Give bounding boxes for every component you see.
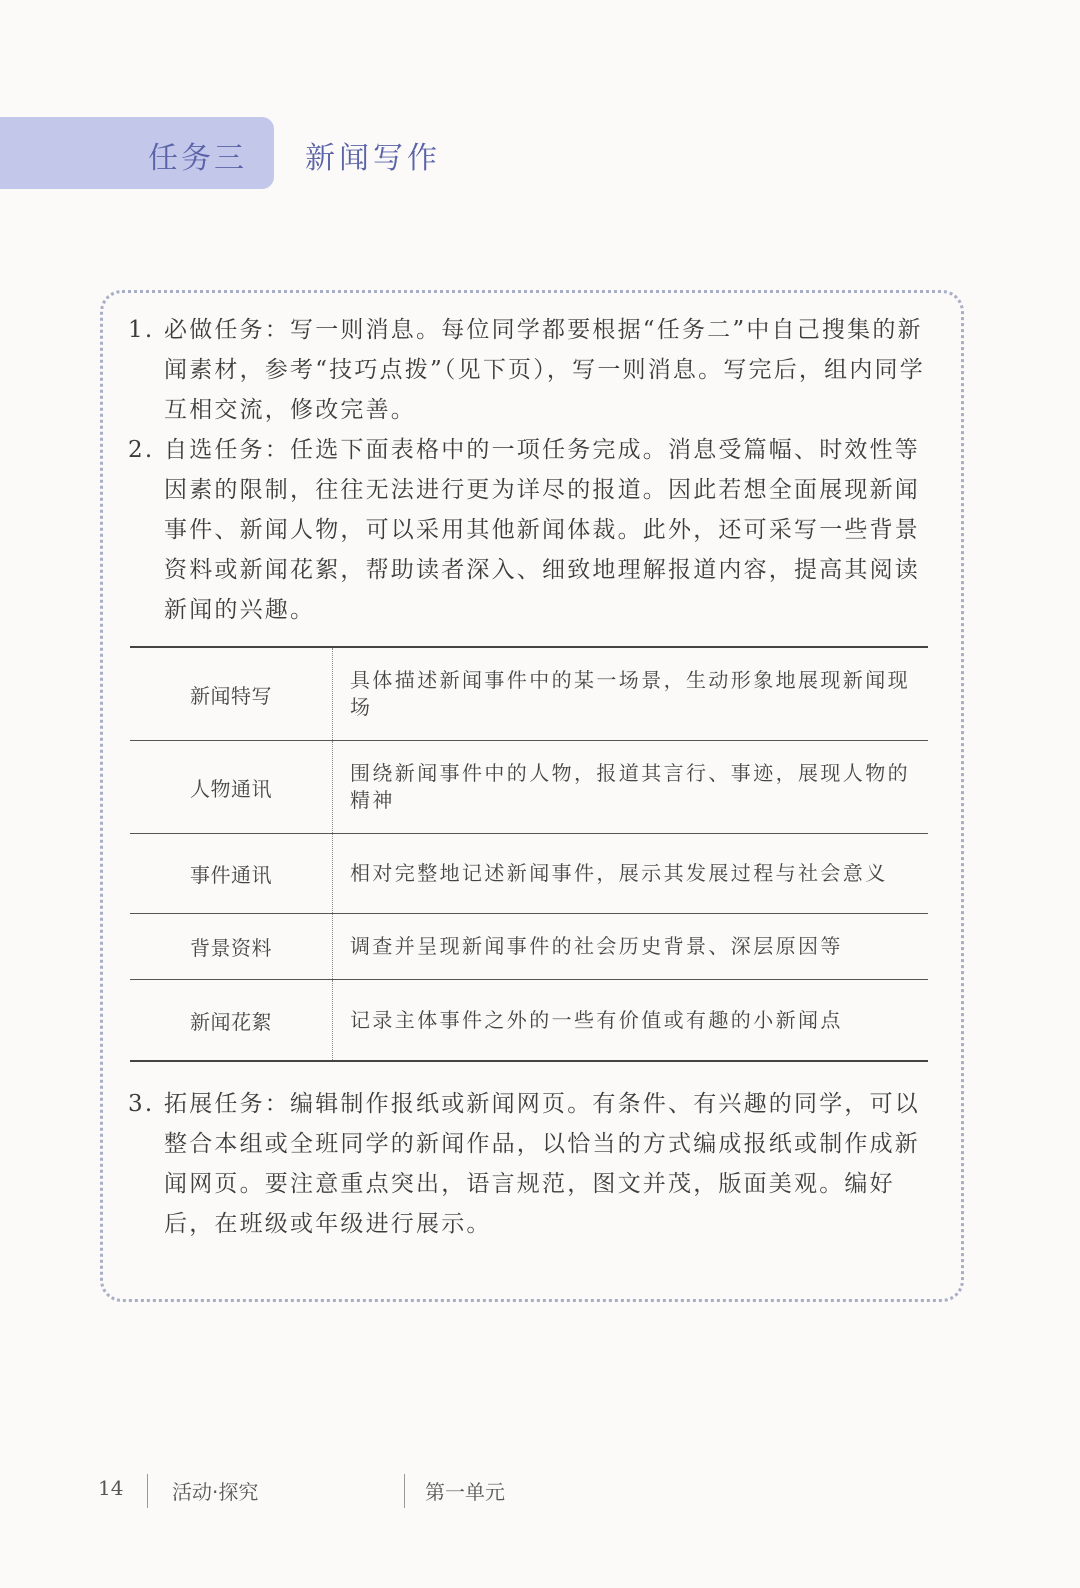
task-item-1 <box>128 310 928 430</box>
task-number: 2. <box>128 437 155 463</box>
genre-description: 调查并呈现新闻事件的社会历史背景、深层原因等 <box>333 914 929 980</box>
genre-name: 新闻特写 <box>130 647 333 741</box>
task-item-2 <box>128 430 928 630</box>
table-row <box>130 834 928 914</box>
table-row <box>130 980 928 1062</box>
footer-unit-label: 第一单元 <box>425 1480 505 1504</box>
task-text: 必做任务：写一则消息。每位同学都要根据“任务二”中自己搜集的新闻素材，参考“技巧点拨”（见下页），写一则消息。写完后，组内同学互相交流，修改完善。 <box>164 317 925 423</box>
genre-table <box>130 646 928 1062</box>
genre-name: 人物通讯 <box>130 741 333 834</box>
genre-name: 背景资料 <box>130 914 333 980</box>
task-number: 1. <box>128 317 155 343</box>
genre-description: 围绕新闻事件中的人物，报道其言行、事迹，展现人物的精神 <box>333 741 929 834</box>
genre-description: 具体描述新闻事件中的某一场景，生动形象地展现新闻现场 <box>333 647 929 741</box>
task-item-3 <box>128 1084 928 1244</box>
task-text: 自选任务：任选下面表格中的一项任务完成。消息受篇幅、时效性等因素的限制，往往无法进行更为详尽的报道。因此若想全面展现新闻事件、新闻人物，可以采用其他新闻体裁。此外，还可采写一些背景资料或新闻花絮，帮助读者深入、细致地理解报道内容，提高其阅读新闻的兴趣。 <box>164 437 920 623</box>
table-row <box>130 647 928 741</box>
footer-divider <box>147 1474 148 1508</box>
genre-description: 记录主体事件之外的一些有价值或有趣的小新闻点 <box>350 1007 843 1032</box>
task-number: 3. <box>128 1091 155 1117</box>
table-row <box>130 741 928 834</box>
task-label: 任务三 <box>148 141 247 176</box>
footer-divider <box>404 1474 405 1508</box>
page-number: 14 <box>98 1476 124 1500</box>
table-row <box>130 914 928 980</box>
genre-name: 事件通讯 <box>130 834 333 914</box>
genre-name: 新闻花絮 <box>130 980 333 1062</box>
task-text: 拓展任务：编辑制作报纸或新闻网页。有条件、有兴趣的同学，可以整合本组或全班同学的新闻作品，以恰当的方式编成报纸或制作成新闻网页。要注意重点突出，语言规范，图文并茂，版面美观。编好后，在班级或年级进行展示。 <box>164 1091 920 1237</box>
footer-section-label: 活动·探究 <box>172 1480 259 1504</box>
genre-description: 相对完整地记述新闻事件，展示其发展过程与社会意义 <box>333 834 929 914</box>
section-title: 新闻写作 <box>305 141 441 176</box>
